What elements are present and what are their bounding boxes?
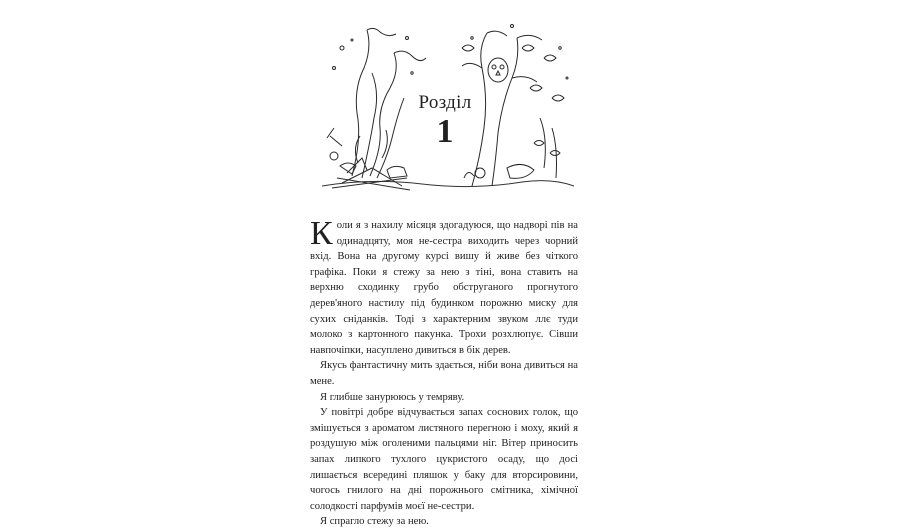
chapter-text — [310, 215, 578, 530]
paragraph: Я спрагло стежу за нею. — [320, 516, 429, 528]
drop-cap: К — [310, 215, 333, 252]
chapter-label: Розділ — [418, 92, 472, 113]
paragraph: Я глибше занурююсь у темряву. — [320, 391, 465, 403]
paragraph: У повітрі добре відчувається запах соснових голок, що змішується з ароматом листяного перегною і моху, який я роздушую між оголеними пальцями ніг. Вітер приносить запах липкого тухлого цукристого осаду, що досі лишається всередині пляшок у баку для вторсировини, чогось гнилого на дні порожнього смітника, хімічної солодкості парфумів моєї не-сестри. — [310, 407, 578, 512]
chapter-number: 1 — [436, 113, 454, 150]
paragraph: Якусь фантастичну мить здається, ніби вона дивиться на мене. — [310, 360, 578, 387]
paragraph: Коли я з нахилу місяця здогадуюся, що надворі пів на одинадцяту, моя не-сестра виходить через чорний вхід. Вона на другому курсі вишу й живе без чіткого графіка. Поки я стежу за нею з тіні, вона ставить на верхню сходинку грубо обструганого прогнутого дерев'яного настилу під будинком порожню миску для сухих сніданків. Тоді з характерним звуком ллє туди молоко з картонного пакунка. Трохи розхлюпує. Сівши навпочіпки, насуплено дивиться в бік дерев. — [310, 215, 578, 356]
